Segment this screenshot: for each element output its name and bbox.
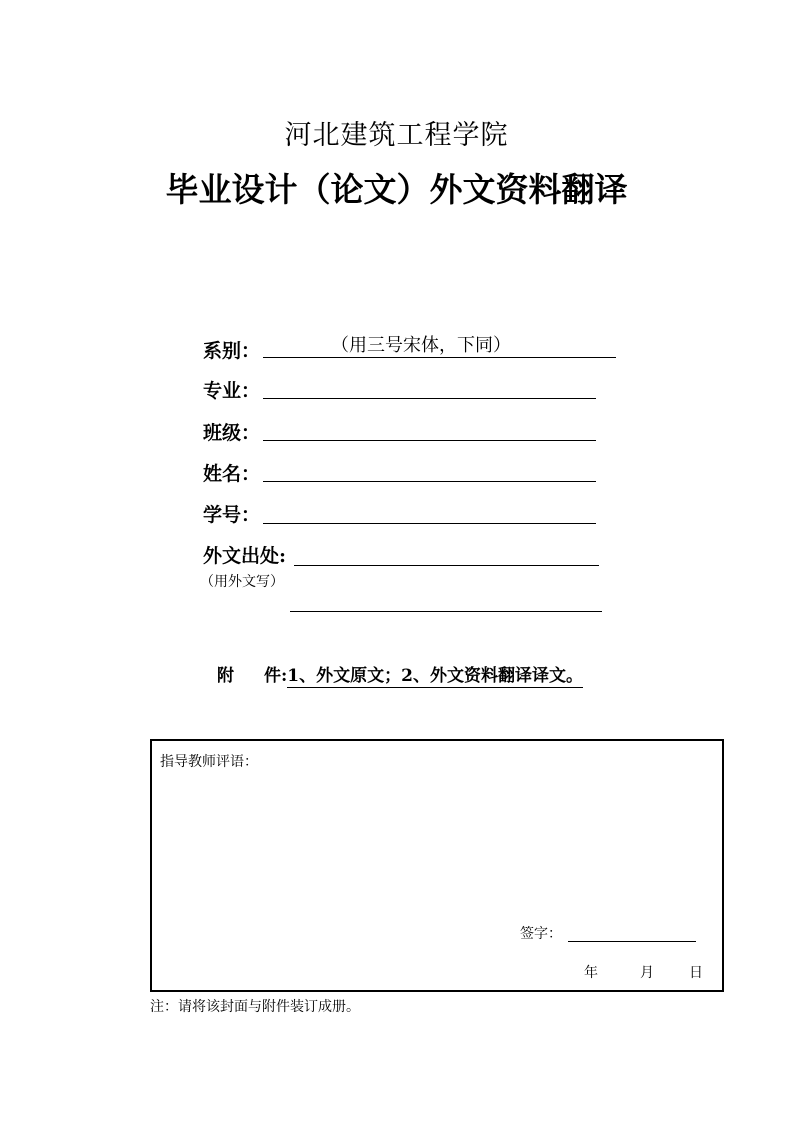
student-id-label: 学号： — [203, 504, 261, 526]
major-field[interactable] — [263, 374, 596, 399]
class-label: 班级： — [203, 422, 261, 444]
attachment-line — [217, 664, 583, 688]
date-month: 月 — [640, 965, 654, 981]
major-label: 专业： — [203, 380, 261, 402]
document-title: 毕业设计（论文）外文资料翻译 — [165, 170, 628, 209]
school-name: 河北建筑工程学院 — [284, 120, 509, 151]
signature-field[interactable] — [568, 924, 696, 942]
department-hint: （用三号宋体，下同） — [331, 335, 511, 356]
source-note: （用外文写） — [200, 574, 284, 590]
date-day: 日 — [689, 965, 703, 981]
comment-title: 指导教师评语： — [160, 754, 258, 770]
date-year: 年 — [584, 965, 598, 981]
department-field[interactable] — [263, 333, 616, 358]
source-label: 外文出处: — [203, 545, 287, 567]
source-field-line-2[interactable] — [290, 587, 602, 612]
student-id-field[interactable] — [263, 499, 596, 524]
attachment-label-b: 件: — [264, 666, 288, 686]
attachment-content: 1、外文原文；2、外文资料翻译译文。 — [287, 666, 583, 686]
signature-label: 签字： — [520, 926, 562, 942]
class-field[interactable] — [263, 416, 596, 441]
source-field[interactable] — [294, 541, 599, 566]
name-label: 姓名： — [203, 463, 261, 485]
footnote: 注：请将该封面与附件装订成册。 — [150, 999, 360, 1015]
attachment-label-a: 附 — [217, 666, 234, 686]
name-field[interactable] — [263, 457, 596, 482]
department-label: 系别： — [203, 340, 261, 362]
advisor-comment-box[interactable] — [150, 739, 724, 992]
